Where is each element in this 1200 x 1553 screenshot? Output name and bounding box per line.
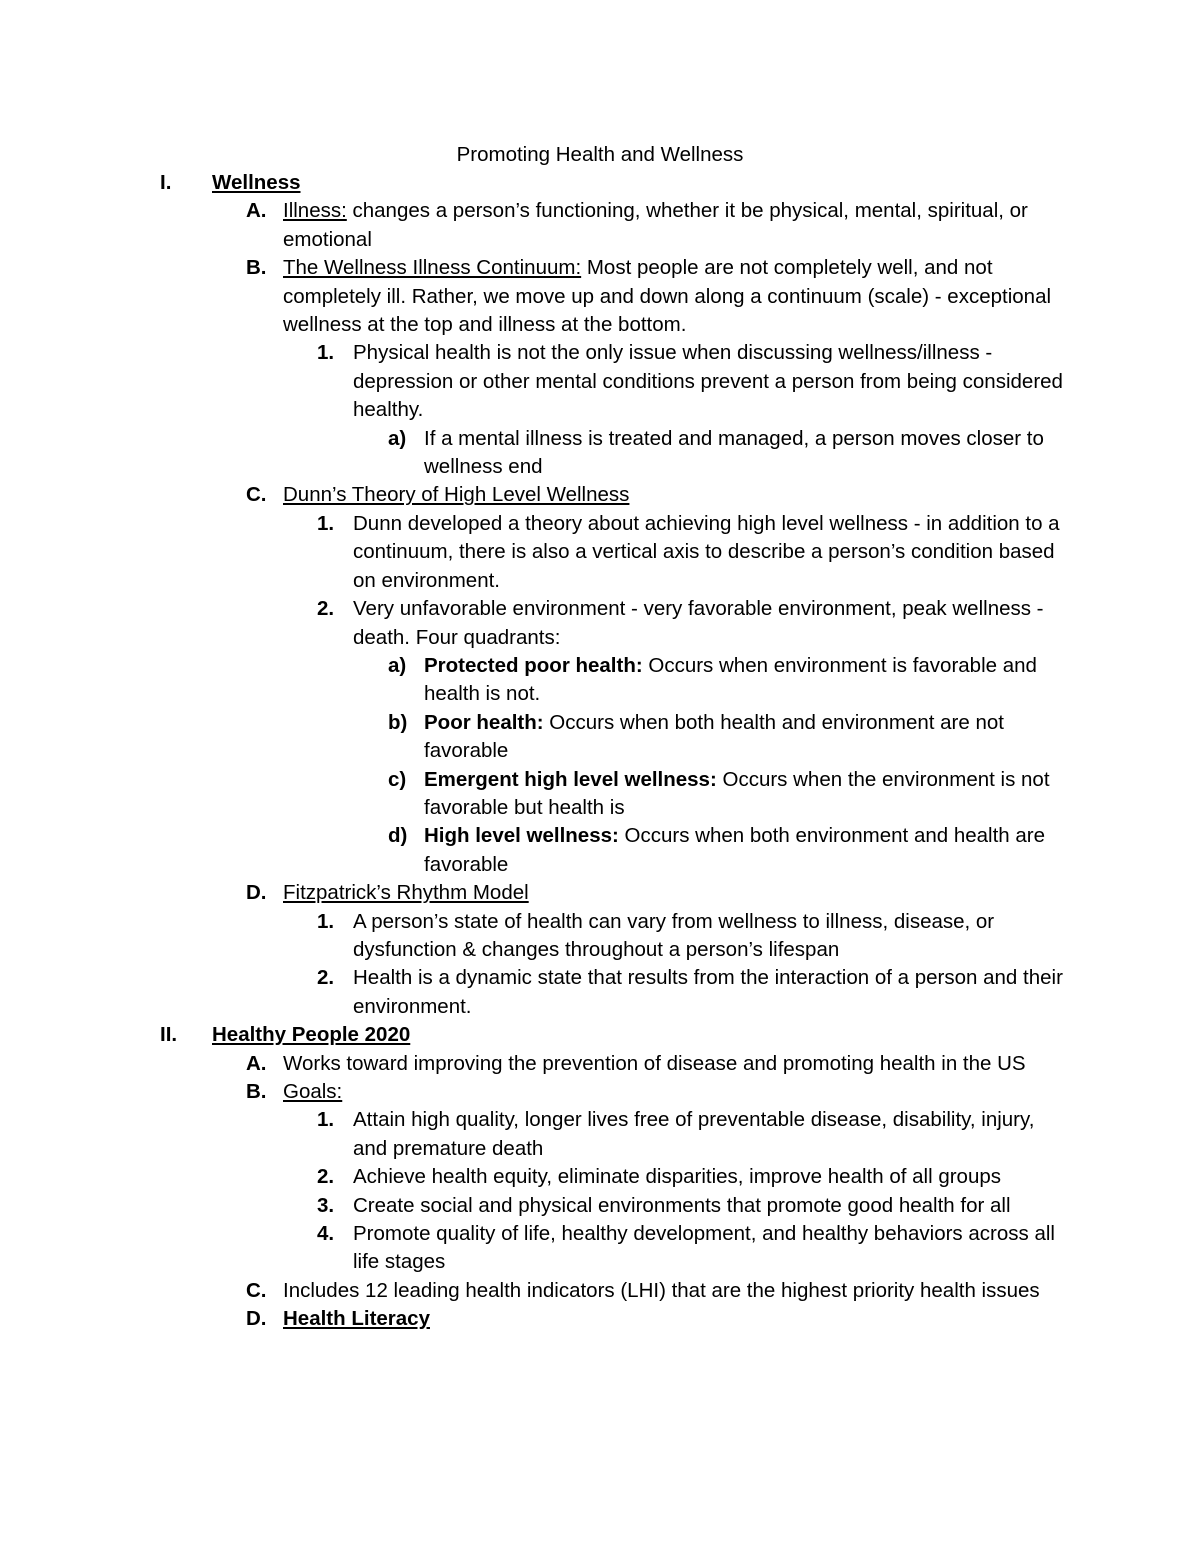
outline-marker: C. — [246, 1278, 267, 1302]
outline-marker: B. — [246, 1080, 267, 1103]
outline-item-level-3 — [0, 1106, 1200, 1163]
outline-item-level-2 — [0, 1277, 1200, 1305]
outline-text — [353, 964, 1073, 1021]
outline-item-level-3 — [0, 1192, 1200, 1220]
outline-item-level-2 — [0, 254, 1200, 339]
outline-marker: B. — [246, 256, 267, 280]
outline-body: If a mental illness is treated and managed, a person moves closer to wellness end — [424, 426, 1044, 479]
outline-body: Create social and physical environments that promote good health for all — [353, 1193, 1011, 1217]
outline-body: Dunn developed a theory about achieving high level wellness - in addition to a continuum, there is also a vertical axis to describe a person’s condition based on environment. — [353, 511, 1060, 592]
outline-item-level-4 — [0, 425, 1200, 482]
outline-body: Most people are not completely well, and not completely ill. Rather, we move up and down along a continuum (scale) - exceptional wellness at the top and illness at the bottom. — [283, 256, 1052, 337]
outline-label: Healthy People 2020 — [212, 1023, 411, 1047]
outline-body: Occurs when both health and environment are not favorable — [424, 710, 1004, 763]
outline-label: Wellness — [212, 171, 301, 194]
outline-item-level-3 — [0, 908, 1200, 965]
outline-marker: 2. — [317, 597, 335, 621]
outline-marker: d) — [388, 824, 408, 848]
outline-body: Occurs when environment is favorable and health is not. — [424, 653, 1037, 706]
outline-body: A person’s state of health can vary from wellness to illness, disease, or dysfunction & changes throughout a person’s lifespan — [353, 909, 995, 961]
outline-text — [283, 879, 1073, 907]
outline-marker: C. — [246, 483, 267, 507]
outline-item-level-3 — [0, 1220, 1200, 1277]
outline-item-level-3 — [0, 339, 1200, 424]
outline-item-level-4 — [0, 709, 1200, 766]
outline-label: High level wellness: — [424, 824, 619, 848]
outline-text — [283, 1305, 1073, 1333]
outline-body: Physical health is not the only issue when discussing wellness/illness - depression or other mental conditions prevent a person from being considered healthy. — [353, 341, 1063, 422]
outline-item-level-3 — [0, 1163, 1200, 1191]
outline-body: Promote quality of life, healthy development, and healthy behaviors across all life stages — [353, 1222, 1055, 1274]
outline-item-level-3 — [0, 510, 1200, 595]
outline-text — [353, 1163, 1073, 1191]
outline-item-level-2 — [0, 1305, 1200, 1333]
outline-text — [353, 1192, 1073, 1220]
outline-item-level-2 — [0, 481, 1200, 509]
outline-text — [424, 709, 1073, 766]
outline-marker: 1. — [317, 1108, 335, 1132]
outline-text — [283, 1050, 1073, 1078]
outline-item-level-4 — [0, 766, 1200, 823]
outline-text — [212, 1021, 1200, 1049]
outline-text — [424, 766, 1073, 823]
outline-body: Includes 12 leading health indicators (LHI) that are the highest priority health issues — [283, 1278, 1040, 1302]
outline-label: Poor health: — [424, 710, 544, 734]
outline-item-level-4 — [0, 652, 1200, 709]
outline-marker: II. — [160, 1023, 178, 1047]
outline-marker: D. — [246, 881, 267, 905]
outline-text — [353, 1106, 1073, 1163]
outline-text — [283, 481, 1073, 509]
outline-marker: 1. — [317, 909, 335, 933]
outline-body: changes a person’s functioning, whether it be physical, mental, spiritual, or emotional — [283, 199, 1028, 251]
outline-body: Works toward improving the prevention of disease and promoting health in the US — [283, 1051, 1026, 1075]
outline-label: Goals: — [283, 1080, 343, 1103]
outline-item-level-2 — [0, 879, 1200, 907]
outline-body: Occurs when the environment is not favorable but health is — [424, 767, 1050, 819]
outline-text — [283, 254, 1073, 339]
outline-marker: 1. — [317, 511, 335, 535]
outline-marker: A. — [246, 199, 267, 223]
outline-marker: A. — [246, 1051, 267, 1075]
outline-item-level-1 — [0, 1021, 1200, 1049]
outline-body: Occurs when both environment and health are favorable — [424, 824, 1046, 876]
outline-label: Dunn’s Theory of High Level Wellness — [283, 483, 630, 507]
outline-body: Health is a dynamic state that results from the interaction of a person and their environment. — [353, 966, 1063, 1018]
outline-marker: 3. — [317, 1193, 335, 1217]
outline-label: Health Literacy — [283, 1307, 430, 1331]
outline-text — [283, 1277, 1073, 1305]
outline-text — [353, 339, 1073, 424]
outline-marker: 1. — [317, 341, 335, 365]
outline-marker: 2. — [317, 966, 335, 990]
outline-item-level-2 — [0, 1078, 1200, 1106]
outline-marker: a) — [388, 653, 407, 677]
outline-marker: b) — [388, 710, 408, 734]
outline-label: Emergent high level wellness: — [424, 767, 717, 791]
outline-label: Illness: — [283, 199, 347, 223]
outline-marker: c) — [388, 767, 407, 791]
outline-text — [353, 510, 1073, 595]
outline-body: Achieve health equity, eliminate disparities, improve health of all groups — [353, 1165, 1002, 1189]
outline-text — [353, 908, 1073, 965]
outline-item-level-4 — [0, 822, 1200, 879]
outline-marker: I. — [160, 171, 172, 194]
outline-list — [0, 169, 1200, 1334]
outline-body: Attain high quality, longer lives free of preventable disease, disability, injury, and premature death — [353, 1108, 1035, 1160]
outline-marker: a) — [388, 426, 407, 450]
outline-item-level-3 — [0, 964, 1200, 1021]
outline-marker: D. — [246, 1307, 267, 1331]
outline-item-level-2 — [0, 197, 1200, 254]
outline-text — [353, 1220, 1073, 1277]
outline-text — [424, 425, 1073, 482]
outline-label: Fitzpatrick’s Rhythm Model — [283, 881, 529, 905]
outline-text — [283, 197, 1073, 254]
outline-text — [424, 652, 1073, 709]
outline-label: Protected poor health: — [424, 653, 643, 677]
outline-text — [212, 169, 1200, 197]
outline-body: Very unfavorable environment - very favorable environment, peak wellness - death. Four quadrants: — [353, 597, 1044, 649]
outline-marker: 2. — [317, 1165, 335, 1189]
outline-label: The Wellness Illness Continuum: — [283, 256, 582, 280]
outline-item-level-1 — [0, 169, 1200, 197]
outline-text — [424, 822, 1073, 879]
outline-text — [283, 1078, 1073, 1106]
document-title: Promoting Health and Wellness — [456, 143, 744, 166]
outline-text — [353, 595, 1073, 652]
outline-item-level-2 — [0, 1050, 1200, 1078]
outline-marker: 4. — [317, 1222, 335, 1246]
outline-item-level-3 — [0, 595, 1200, 652]
